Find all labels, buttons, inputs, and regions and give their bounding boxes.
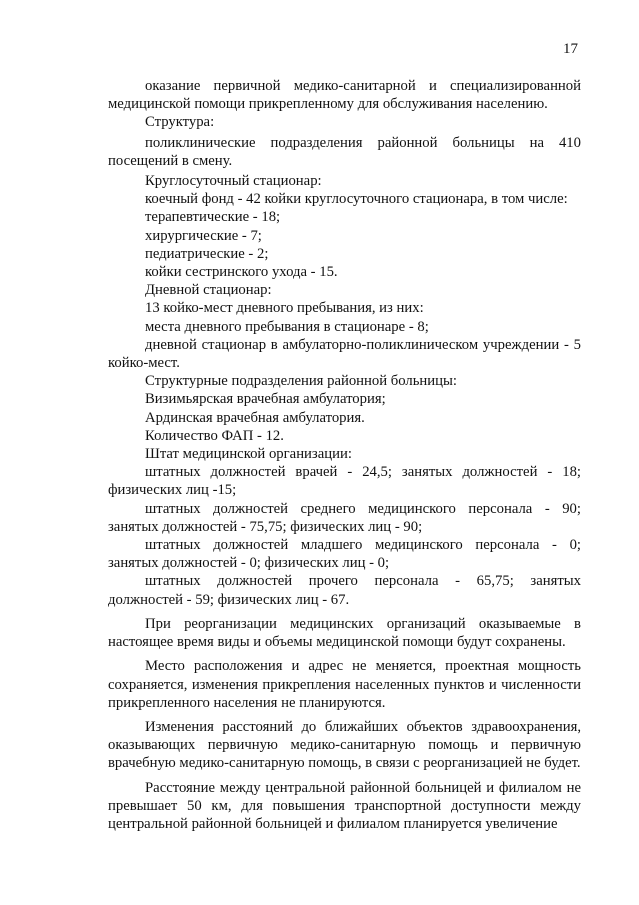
paragraph-18: Штат медицинской организации: <box>145 446 352 463</box>
paragraph-22: штатных должностей прочего персонала - 65,75; занятых должностей - 59; физических лиц - 67. <box>108 573 581 608</box>
paragraph-11: 13 койко-мест дневного пребывания, из них: <box>145 300 424 317</box>
paragraph-26: Расстояние между центральной районной больницей и филиалом не превышает 50 км, для повышения транспортной доступности между центральной районной больницей и филиалом планируется увеличение <box>108 779 581 832</box>
page-body <box>108 77 581 833</box>
paragraph-15: Визимьярская врачебная амбулатория; <box>145 391 386 408</box>
paragraph-5: коечный фонд - 42 койки круглосуточного стационара, в том числе: <box>145 191 568 208</box>
paragraph-3: поликлинические подразделения районной больницы на 410 посещений в смену. <box>108 134 581 169</box>
paragraph-7: хирургические - 7; <box>145 227 262 244</box>
paragraph-20: штатных должностей среднего медицинского персонала - 90; занятых должностей - 75,75; физических лиц - 90; <box>108 500 581 535</box>
paragraph-13: дневной стационар в амбулаторно-поликлиническом учреждении - 5 койко-мест. <box>108 336 581 372</box>
paragraph-1: оказание первичной медико-санитарной и специализированной медицинской помощи прикрепленному для обслуживания населению. <box>108 78 581 113</box>
paragraph-14: Структурные подразделения районной больницы: <box>145 373 457 390</box>
paragraph-4: Круглосуточный стационар: <box>145 173 322 190</box>
paragraph-10: Дневной стационар: <box>145 282 272 299</box>
paragraph-9: койки сестринского ухода - 15. <box>145 264 338 281</box>
paragraph-25: Изменения расстояний до ближайших объектов здравоохранения, оказывающих первичную медико-санитарную помощь и первичную врачебную медико-санитарную помощь, в связи с реорганизацией не будет. <box>108 718 581 772</box>
paragraph-24: Место расположения и адрес не меняется, проектная мощность сохраняется, изменения прикрепления населенных пунктов и численности прикрепленного населения не планируются. <box>108 658 581 711</box>
paragraph-16: Ардинская врачебная амбулатория. <box>145 409 365 426</box>
paragraph-19: штатных должностей врачей - 24,5; занятых должностей - 18; физических лиц -15; <box>108 464 581 499</box>
paragraph-12: места дневного пребывания в стационаре - 8; <box>145 318 429 335</box>
paragraph-2: Структура: <box>145 114 215 131</box>
paragraph-23: При реорганизации медицинских организаций оказываемые в настоящее время виды и объемы медицинской помощи будут сохранены. <box>108 615 581 651</box>
page-number: 17 <box>563 41 578 57</box>
paragraph-6: терапевтические - 18; <box>145 209 281 226</box>
paragraph-21: штатных должностей младшего медицинского персонала - 0; занятых должностей - 0; физических лиц - 0; <box>108 537 581 572</box>
paragraph-17: Количество ФАП - 12. <box>145 427 284 444</box>
paragraph-8: педиатрические - 2; <box>145 245 269 262</box>
